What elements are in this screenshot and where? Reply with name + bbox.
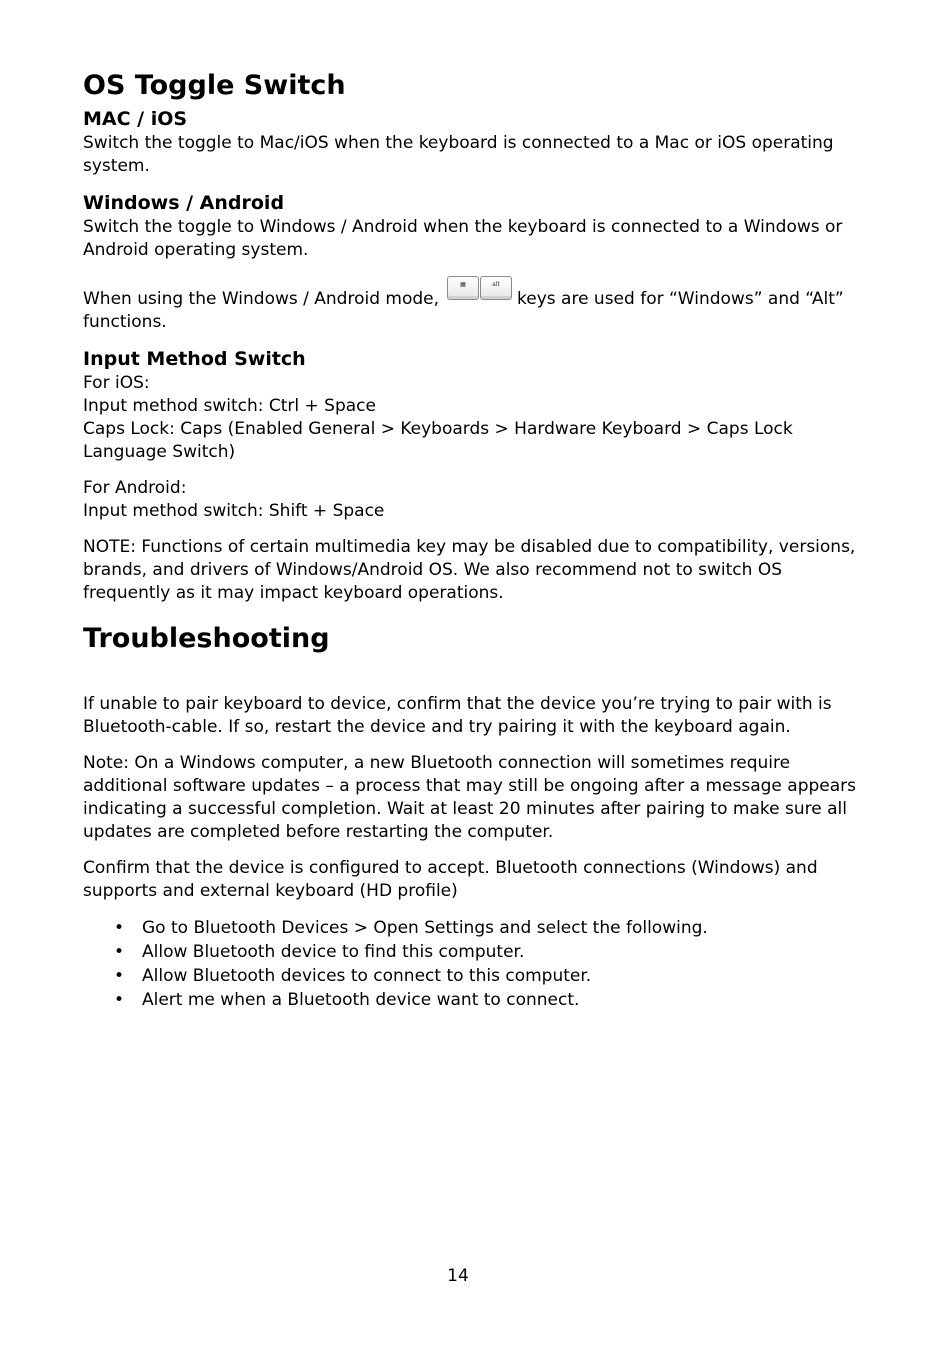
ios-label: For iOS: xyxy=(83,373,150,393)
heading-windows-android: Windows / Android xyxy=(83,192,285,214)
note-line-1: NOTE: Functions of certain multimedia key may be disabled due to compatibility, versions, xyxy=(83,537,856,557)
bullet-icon: • xyxy=(114,942,125,962)
note-line-3: frequently as it may impact keyboard operations. xyxy=(83,583,504,603)
note-line-2: brands, and drivers of Windows/Android OS. We also recommend not to switch OS xyxy=(83,560,783,580)
trouble-p1-line-1: If unable to pair keyboard to device, confirm that the device you’re trying to pair with is xyxy=(83,694,832,714)
caps-lock-line-2: Language Switch) xyxy=(83,442,236,462)
page-number: 14 xyxy=(447,1266,469,1286)
keys-text-before: When using the Windows / Android mode, xyxy=(83,289,440,309)
caps-lock-line-1: Caps Lock: Caps (Enabled General > Keyboards > Hardware Keyboard > Caps Lock xyxy=(83,419,793,439)
list-item-text: Go to Bluetooth Devices > Open Settings and select the following. xyxy=(142,918,708,938)
windows-alt-keys-image xyxy=(447,276,511,300)
windows-key-icon: ▦ xyxy=(447,276,479,300)
list-item-text: Allow Bluetooth devices to connect to this computer. xyxy=(142,966,592,986)
trouble-p2-line-1: Note: On a Windows computer, a new Bluetooth connection will sometimes require xyxy=(83,753,791,773)
trouble-p3-line-1: Confirm that the device is configured to accept. Bluetooth connections (Windows) and xyxy=(83,858,818,878)
trouble-p3-line-2: supports and external keyboard (HD profile) xyxy=(83,881,458,901)
heading-input-method: Input Method Switch xyxy=(83,348,306,370)
trouble-p2-line-3: indicating a successful completion. Wait at least 20 minutes after pairing to make sure all xyxy=(83,799,847,819)
trouble-p2-line-4: updates are completed before restarting the computer. xyxy=(83,822,554,842)
mac-text-line-1: Switch the toggle to Mac/iOS when the keyboard is connected to a Mac or iOS operating xyxy=(83,133,834,153)
trouble-p1-line-2: Bluetooth-cable. If so, restart the device and try pairing it with the keyboard again. xyxy=(83,717,791,737)
section-title-troubleshooting: Troubleshooting xyxy=(83,623,330,654)
heading-mac-ios: MAC / iOS xyxy=(83,108,188,130)
ios-switch-text: Input method switch: Ctrl + Space xyxy=(83,396,376,416)
trouble-p2-line-2: additional software updates – a process that may still be ongoing after a message appears xyxy=(83,776,857,796)
keys-text-line xyxy=(83,281,844,311)
keys-text-line-2: functions. xyxy=(83,312,167,332)
android-label: For Android: xyxy=(83,478,187,498)
section-title-os-toggle: OS Toggle Switch xyxy=(83,70,346,101)
keys-text-after: keys are used for “Windows” and “Alt” xyxy=(517,289,844,309)
alt-key-icon: alt xyxy=(480,276,512,300)
android-switch-text: Input method switch: Shift + Space xyxy=(83,501,385,521)
list-item-text: Alert me when a Bluetooth device want to connect. xyxy=(142,990,580,1010)
windows-text-line-1: Switch the toggle to Windows / Android when the keyboard is connected to a Windows or xyxy=(83,217,843,237)
bullet-icon: • xyxy=(114,966,125,986)
mac-text-line-2: system. xyxy=(83,156,150,176)
bullet-icon: • xyxy=(114,990,125,1010)
list-item-text: Allow Bluetooth device to find this computer. xyxy=(142,942,525,962)
bullet-icon: • xyxy=(114,918,125,938)
windows-text-line-2: Android operating system. xyxy=(83,240,309,260)
